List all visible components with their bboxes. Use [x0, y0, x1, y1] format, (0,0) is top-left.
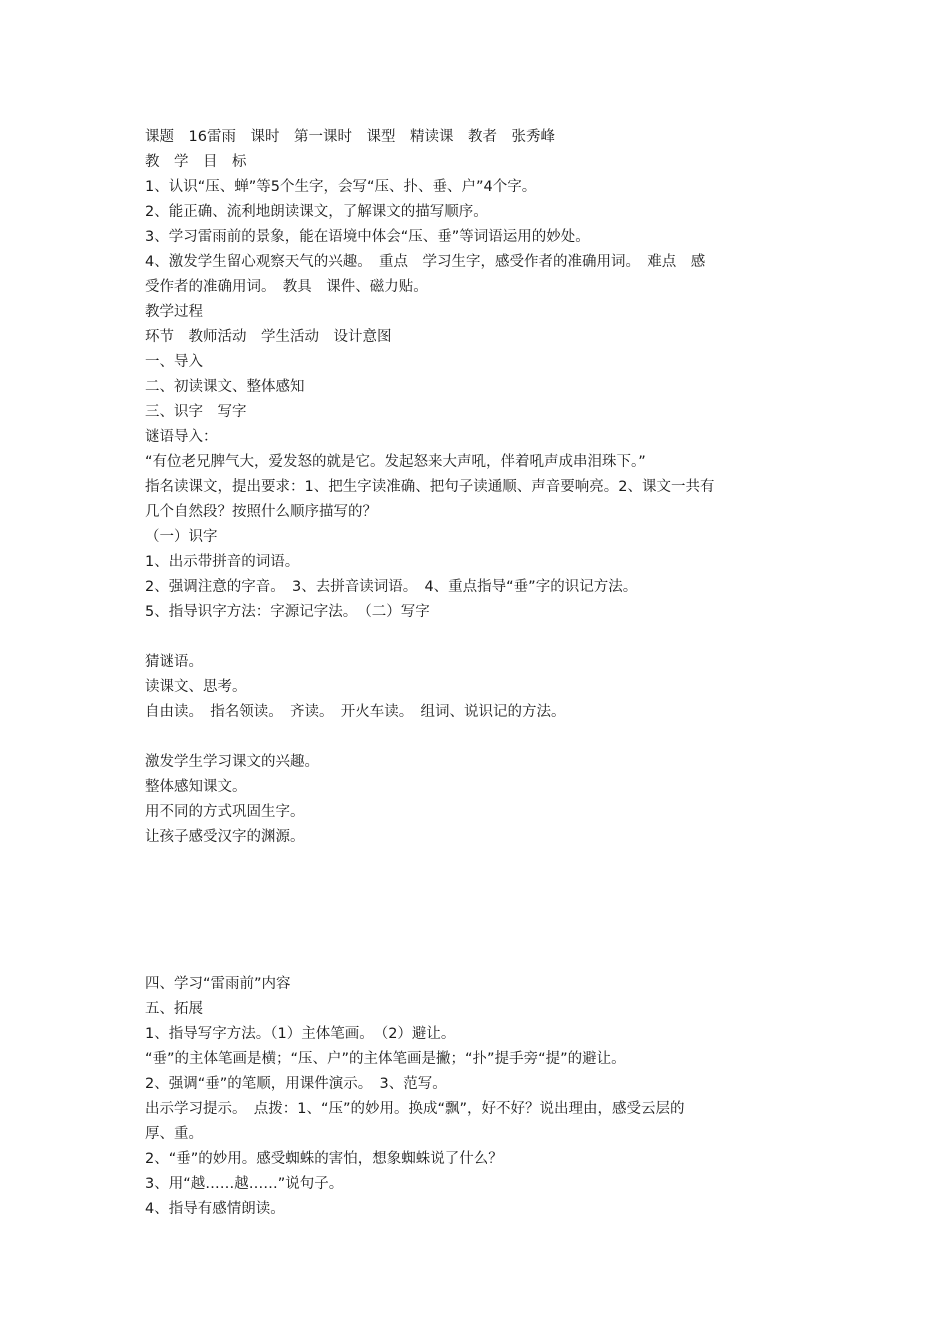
text-line: 2、强调“垂”的笔顺，用课件演示。 3、范写。 — [145, 1076, 447, 1092]
design-intent: 让孩子感受汉字的渊源。 — [145, 829, 305, 845]
section-heading-process: 教学过程 — [145, 304, 203, 320]
objective-4-continued: 受作者的准确用词。 教具 课件、磁力贴。 — [145, 279, 428, 295]
step-2: 二、初读课文、整体感知 — [145, 379, 305, 395]
text-line: 1、指导写字方法。（1）主体笔画。 （2）避让。 — [145, 1026, 456, 1042]
riddle-text: “有位老兄脾气大，爱发怒的就是它。发起怒来大声吼，伴着吼声成串泪珠下。” — [145, 454, 646, 470]
text-line: 4、指导有感情朗读。 — [145, 1201, 285, 1217]
text-line: 5、指导识字方法：字源记字法。 （二）写字 — [145, 604, 430, 620]
objective-4: 4、激发学生留心观察天气的兴趣。 重点 学习生字，感受作者的准确用词。 难点 感 — [145, 254, 706, 270]
lesson-header: 课题 16雷雨 课时 第一课时 课型 精读课 教者 张秀峰 — [145, 129, 555, 145]
objective-3: 3、学习雷雨前的景象，能在语境中体会“压、垂”等词语运用的妙处。 — [145, 229, 590, 245]
objective-2: 2、能正确、流利地朗读课文，了解课文的描写顺序。 — [145, 204, 488, 220]
section-heading-objectives: 教 学 目 标 — [145, 154, 247, 170]
text-line: 3、用“越……越……”说句子。 — [145, 1176, 344, 1192]
student-activity: 猜谜语。 — [145, 654, 203, 670]
text-line: 指名读课文，提出要求：1、把生字读准确、把句子读通顺、声音要响亮。2、课文一共有 — [145, 479, 715, 495]
design-intent: 用不同的方式巩固生字。 — [145, 804, 305, 820]
text-line: 几个自然段？按照什么顺序描写的？ — [145, 504, 377, 520]
design-intent: 整体感知课文。 — [145, 779, 247, 795]
text-line: 出示学习提示。 点拨：1、“压”的妙用。换成“飘”，好不好？说出理由，感受云层的 — [145, 1101, 685, 1117]
text-line: 谜语导入： — [145, 429, 218, 445]
student-activity: 自由读。 指名领读。 齐读。 开火车读。 组词、说识记的方法。 — [145, 704, 566, 720]
design-intent: 激发学生学习课文的兴趣。 — [145, 754, 319, 770]
step-3: 三、识字 写字 — [145, 404, 247, 420]
step-1: 一、导入 — [145, 354, 203, 370]
student-activity: 读课文、思考。 — [145, 679, 247, 695]
subsection-literacy: （一）识字 — [145, 529, 218, 545]
table-header: 环节 教师活动 学生活动 设计意图 — [145, 329, 392, 345]
text-line: 2、“垂”的妙用。感受蜘蛛的害怕，想象蜘蛛说了什么？ — [145, 1151, 503, 1167]
text-line: 1、出示带拼音的词语。 — [145, 554, 300, 570]
text-line: 2、强调注意的字音。 3、去拼音读词语。 4、重点指导“垂”字的识记方法。 — [145, 579, 638, 595]
text-line: “垂”的主体笔画是横；“压、户”的主体笔画是撇；“扑”提手旁“提”的避让。 — [145, 1051, 626, 1067]
step-5: 五、拓展 — [145, 1001, 203, 1017]
text-line: 厚、重。 — [145, 1126, 203, 1142]
step-4: 四、学习“雷雨前”内容 — [145, 976, 291, 992]
objective-1: 1、认识“压、蝉”等5个生字，会写“压、扑、垂、户”4个字。 — [145, 179, 537, 195]
